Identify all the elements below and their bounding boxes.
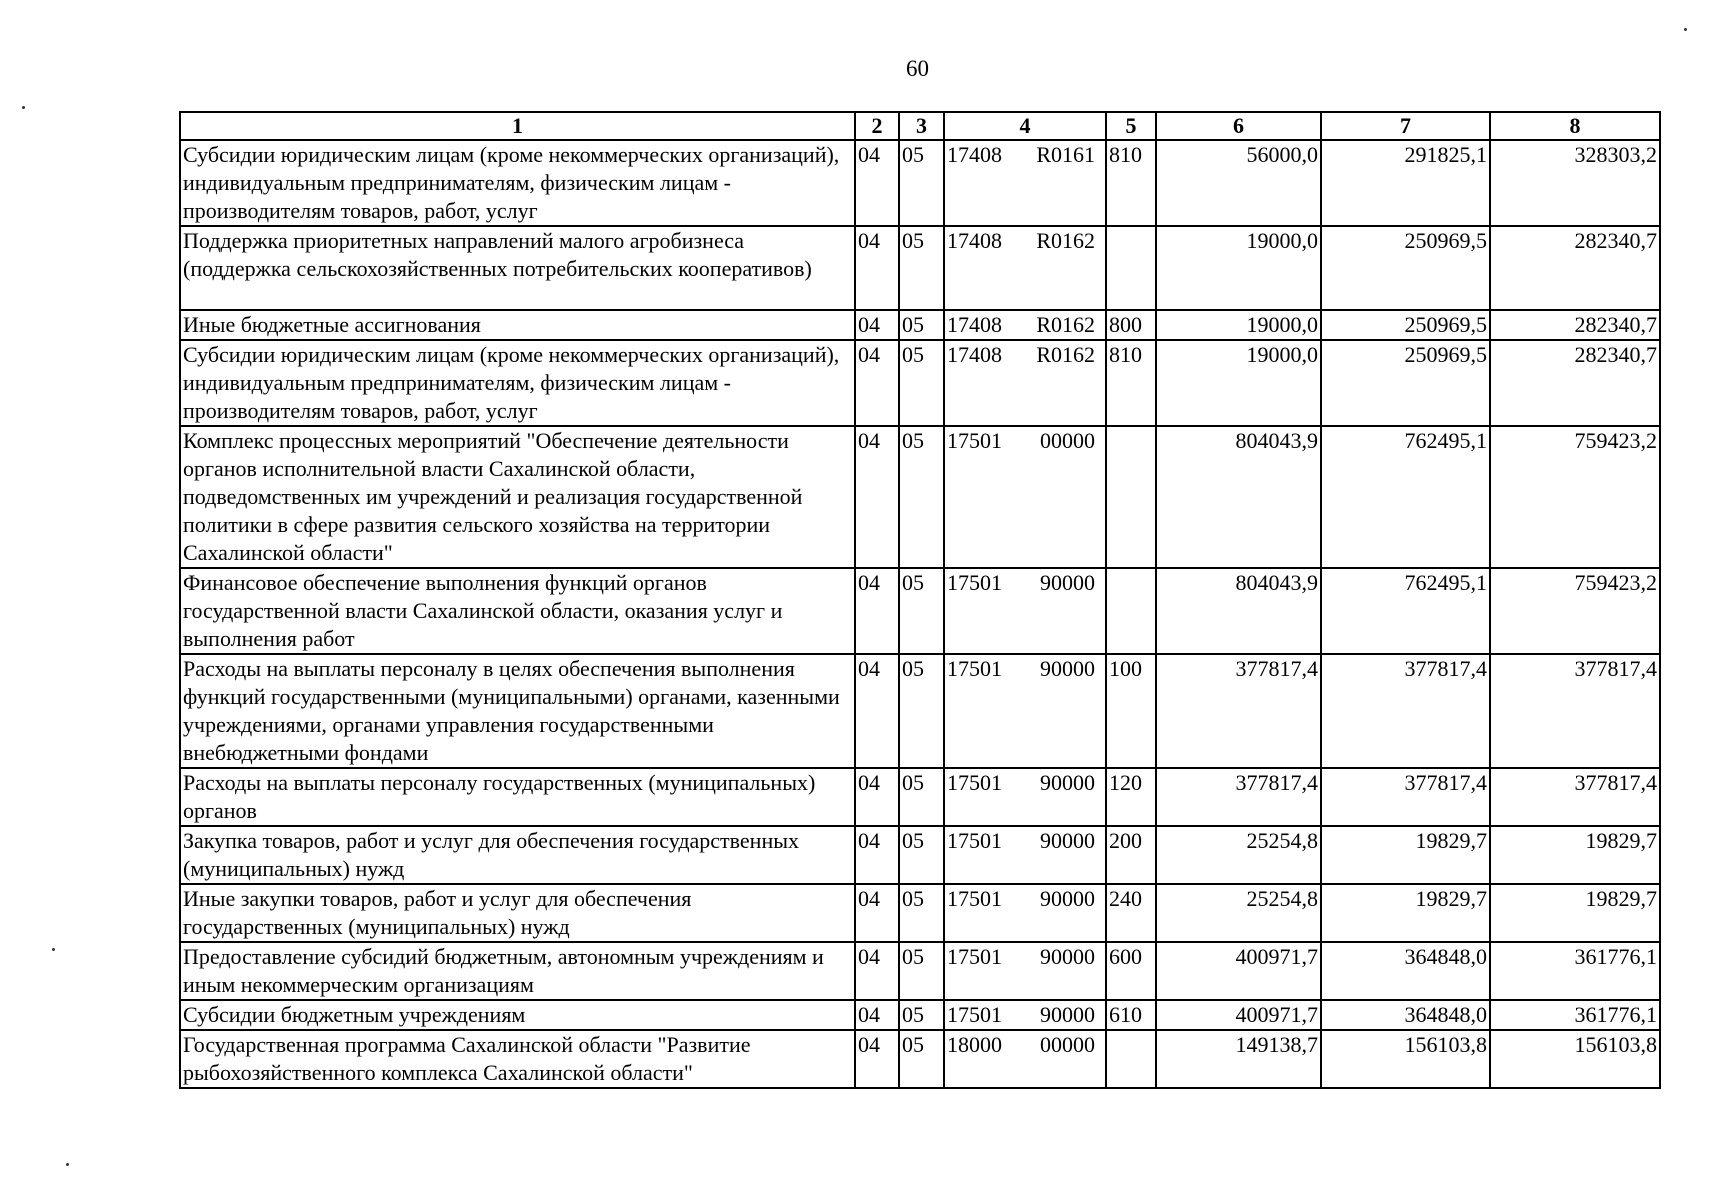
row-description: Закупка товаров, работ и услуг для обеспечения государственных (муниципальных) нужд — [180, 826, 855, 884]
table-row — [180, 1000, 1660, 1030]
row-amount-col6: 25254,8 — [1156, 826, 1321, 884]
row-amount-col7: 250969,5 — [1321, 340, 1490, 426]
row-amount-col6: 19000,0 — [1156, 226, 1321, 310]
target-program-code: 17501 — [947, 570, 1002, 595]
row-amount-col8: 759423,2 — [1490, 426, 1660, 568]
row-amount-col7: 291825,1 — [1321, 140, 1490, 226]
table-header-row — [180, 112, 1660, 140]
row-description: Финансовое обеспечение выполнения функций органов государственной власти Сахалинской области, оказания услуг и выполнения работ — [180, 568, 855, 654]
row-code-section: 04 — [855, 140, 899, 226]
column-header-1: 1 — [180, 112, 855, 140]
row-code-expense-type: 600 — [1106, 942, 1156, 1000]
row-code-section: 04 — [855, 768, 899, 826]
row-description: Предоставление субсидий бюджетным, автономным учреждениям и иным некоммерческим организациям — [180, 942, 855, 1000]
row-amount-col7: 250969,5 — [1321, 310, 1490, 340]
column-header-4: 4 — [944, 112, 1106, 140]
row-code-target — [944, 942, 1106, 1000]
row-amount-col8: 282340,7 — [1490, 226, 1660, 310]
row-amount-col7: 250969,5 — [1321, 226, 1490, 310]
row-code-target — [944, 1000, 1106, 1030]
table-row — [180, 826, 1660, 884]
row-code-subsection: 05 — [899, 226, 944, 310]
table-row — [180, 942, 1660, 1000]
row-amount-col8: 759423,2 — [1490, 568, 1660, 654]
target-program-code: 17501 — [947, 770, 1002, 795]
target-direction-code: 90000 — [1040, 886, 1095, 911]
row-code-subsection: 05 — [899, 426, 944, 568]
row-description: Субсидии бюджетным учреждениям — [180, 1000, 855, 1030]
row-amount-col8: 19829,7 — [1490, 884, 1660, 942]
row-code-target — [944, 1030, 1106, 1088]
row-amount-col6: 377817,4 — [1156, 768, 1321, 826]
table-row — [180, 226, 1660, 310]
row-code-expense-type — [1106, 568, 1156, 654]
row-amount-col8: 328303,2 — [1490, 140, 1660, 226]
row-code-subsection: 05 — [899, 1000, 944, 1030]
row-code-expense-type — [1106, 226, 1156, 310]
target-program-code: 17408 — [947, 312, 1002, 337]
row-code-expense-type: 200 — [1106, 826, 1156, 884]
row-amount-col7: 156103,8 — [1321, 1030, 1490, 1088]
target-direction-code: R0162 — [1036, 342, 1095, 367]
row-amount-col8: 377817,4 — [1490, 768, 1660, 826]
row-amount-col7: 762495,1 — [1321, 426, 1490, 568]
row-code-subsection: 05 — [899, 140, 944, 226]
row-code-subsection: 05 — [899, 654, 944, 768]
row-amount-col8: 156103,8 — [1490, 1030, 1660, 1088]
target-program-code: 17501 — [947, 1002, 1002, 1027]
row-amount-col7: 762495,1 — [1321, 568, 1490, 654]
row-code-subsection: 05 — [899, 310, 944, 340]
row-amount-col6: 400971,7 — [1156, 1000, 1321, 1030]
table-row — [180, 568, 1660, 654]
row-code-target — [944, 226, 1106, 310]
column-header-7: 7 — [1321, 112, 1490, 140]
row-code-section: 04 — [855, 826, 899, 884]
target-program-code: 17501 — [947, 886, 1002, 911]
row-code-expense-type: 810 — [1106, 140, 1156, 226]
row-code-expense-type — [1106, 426, 1156, 568]
table-row — [180, 1030, 1660, 1088]
row-amount-col6: 19000,0 — [1156, 310, 1321, 340]
column-header-8: 8 — [1490, 112, 1660, 140]
row-amount-col6: 56000,0 — [1156, 140, 1321, 226]
row-amount-col8: 19829,7 — [1490, 826, 1660, 884]
table-row — [180, 310, 1660, 340]
row-description: Иные бюджетные ассигнования — [180, 310, 855, 340]
row-amount-col7: 364848,0 — [1321, 1000, 1490, 1030]
table-row — [180, 140, 1660, 226]
row-description: Иные закупки товаров, работ и услуг для обеспечения государственных (муниципальных) нужд — [180, 884, 855, 942]
row-code-target — [944, 826, 1106, 884]
row-code-expense-type — [1106, 1030, 1156, 1088]
row-amount-col8: 282340,7 — [1490, 340, 1660, 426]
row-amount-col8: 361776,1 — [1490, 1000, 1660, 1030]
row-code-target — [944, 568, 1106, 654]
row-code-target — [944, 654, 1106, 768]
target-direction-code: R0162 — [1036, 228, 1095, 253]
row-amount-col7: 377817,4 — [1321, 654, 1490, 768]
target-direction-code: 90000 — [1040, 656, 1095, 681]
row-code-subsection: 05 — [899, 884, 944, 942]
row-code-target — [944, 426, 1106, 568]
row-description: Субсидии юридическим лицам (кроме некоммерческих организаций), индивидуальным предпринимателям, физическим лицам - производителям товаров, работ, услуг — [180, 340, 855, 426]
row-code-section: 04 — [855, 884, 899, 942]
row-code-expense-type: 100 — [1106, 654, 1156, 768]
row-code-expense-type: 800 — [1106, 310, 1156, 340]
target-direction-code: 90000 — [1040, 770, 1095, 795]
row-code-target — [944, 768, 1106, 826]
row-description: Государственная программа Сахалинской области "Развитие рыбохозяйственного комплекса Сахалинской области" — [180, 1030, 855, 1088]
target-direction-code: R0161 — [1036, 142, 1095, 167]
column-header-6: 6 — [1156, 112, 1321, 140]
row-code-section: 04 — [855, 340, 899, 426]
row-code-target — [944, 310, 1106, 340]
row-amount-col7: 19829,7 — [1321, 826, 1490, 884]
table-row — [180, 884, 1660, 942]
table-row — [180, 426, 1660, 568]
row-amount-col6: 400971,7 — [1156, 942, 1321, 1000]
row-description: Расходы на выплаты персоналу государственных (муниципальных) органов — [180, 768, 855, 826]
row-code-section: 04 — [855, 568, 899, 654]
row-code-section: 04 — [855, 1000, 899, 1030]
row-amount-col8: 361776,1 — [1490, 942, 1660, 1000]
row-code-subsection: 05 — [899, 340, 944, 426]
target-direction-code: 00000 — [1040, 1032, 1095, 1057]
row-amount-col8: 377817,4 — [1490, 654, 1660, 768]
row-code-expense-type: 120 — [1106, 768, 1156, 826]
target-direction-code: 00000 — [1040, 428, 1095, 453]
row-description: Субсидии юридическим лицам (кроме некоммерческих организаций), индивидуальным предпринимателям, физическим лицам - производителям товаров, работ, услуг — [180, 140, 855, 226]
target-program-code: 17501 — [947, 828, 1002, 853]
row-amount-col6: 25254,8 — [1156, 884, 1321, 942]
target-program-code: 17501 — [947, 944, 1002, 969]
row-description: Поддержка приоритетных направлений малого агробизнеса (поддержка сельскохозяйственных потребительских кооперативов) — [180, 226, 855, 310]
column-header-3: 3 — [899, 112, 944, 140]
table-row — [180, 340, 1660, 426]
scan-speck — [52, 948, 55, 951]
row-code-target — [944, 884, 1106, 942]
row-code-target — [944, 140, 1106, 226]
row-amount-col7: 377817,4 — [1321, 768, 1490, 826]
row-amount-col7: 19829,7 — [1321, 884, 1490, 942]
column-header-5: 5 — [1106, 112, 1156, 140]
target-direction-code: 90000 — [1040, 944, 1095, 969]
target-program-code: 17408 — [947, 228, 1002, 253]
scan-speck — [22, 106, 25, 109]
target-program-code: 17408 — [947, 142, 1002, 167]
target-direction-code: 90000 — [1040, 1002, 1095, 1027]
row-code-expense-type: 240 — [1106, 884, 1156, 942]
row-code-subsection: 05 — [899, 768, 944, 826]
target-program-code: 18000 — [947, 1032, 1002, 1057]
column-header-2: 2 — [855, 112, 899, 140]
target-program-code: 17408 — [947, 342, 1002, 367]
row-code-subsection: 05 — [899, 1030, 944, 1088]
page-number: 60 — [906, 56, 929, 81]
row-amount-col8: 282340,7 — [1490, 310, 1660, 340]
target-direction-code: 90000 — [1040, 570, 1095, 595]
budget-table — [179, 111, 1661, 1089]
row-code-target — [944, 340, 1106, 426]
row-code-subsection: 05 — [899, 826, 944, 884]
row-amount-col6: 377817,4 — [1156, 654, 1321, 768]
row-amount-col6: 804043,9 — [1156, 568, 1321, 654]
target-program-code: 17501 — [947, 656, 1002, 681]
row-code-section: 04 — [855, 942, 899, 1000]
scan-speck — [66, 1163, 69, 1166]
row-description: Расходы на выплаты персоналу в целях обеспечения выполнения функций государственными (муниципальными) органами, казенными учреждениями, органами управления государственными внебюджетными фондами — [180, 654, 855, 768]
scan-speck — [1684, 28, 1687, 31]
target-direction-code: R0162 — [1036, 312, 1095, 337]
row-code-section: 04 — [855, 226, 899, 310]
row-amount-col6: 19000,0 — [1156, 340, 1321, 426]
row-code-section: 04 — [855, 310, 899, 340]
table-row — [180, 654, 1660, 768]
row-code-subsection: 05 — [899, 568, 944, 654]
row-code-expense-type: 610 — [1106, 1000, 1156, 1030]
row-amount-col7: 364848,0 — [1321, 942, 1490, 1000]
row-description: Комплекс процессных мероприятий "Обеспечение деятельности органов исполнительной власти Сахалинской области, подведомственных им учреждений и реализация государственной политики в сфере развития сельского хозяйства на территории Сахалинской области" — [180, 426, 855, 568]
table-row — [180, 768, 1660, 826]
row-code-section: 04 — [855, 1030, 899, 1088]
row-amount-col6: 149138,7 — [1156, 1030, 1321, 1088]
row-code-section: 04 — [855, 654, 899, 768]
row-code-expense-type: 810 — [1106, 340, 1156, 426]
row-amount-col6: 804043,9 — [1156, 426, 1321, 568]
target-direction-code: 90000 — [1040, 828, 1095, 853]
row-code-subsection: 05 — [899, 942, 944, 1000]
target-program-code: 17501 — [947, 428, 1002, 453]
row-code-section: 04 — [855, 426, 899, 568]
